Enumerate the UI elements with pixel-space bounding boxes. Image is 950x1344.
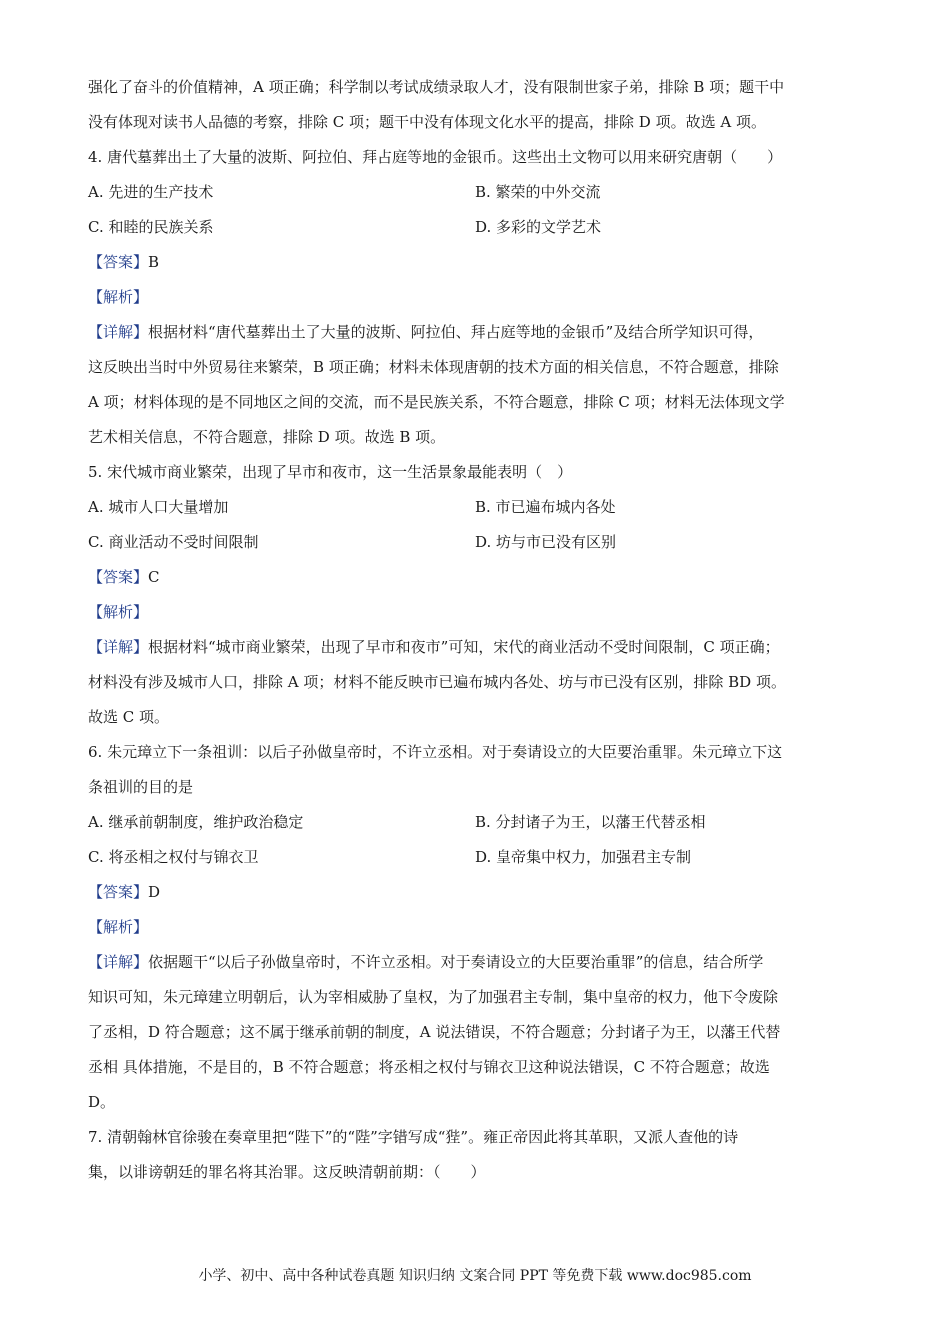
option-d: D. 皇帝集中权力，加强君主专制	[475, 848, 692, 866]
detail-tag: 【详解】	[88, 953, 149, 971]
option-d: D. 多彩的文学艺术	[475, 218, 602, 236]
detail-tag: 【详解】	[88, 323, 149, 341]
question-stem: 集，以诽谤朝廷的罪名将其治罪。这反映清朝前期：（ ）	[88, 1163, 486, 1181]
question-5	[88, 455, 863, 735]
answer-line	[88, 245, 863, 280]
option-b: B. 市已遍布城内各处	[475, 498, 616, 516]
answer-value: B	[148, 253, 160, 271]
detail-tag: 【详解】	[88, 638, 149, 656]
option-c: C. 商业活动不受时间限制	[88, 533, 259, 551]
detail-text: 根据材料“唐代墓葬出土了大量的波斯、阿拉伯、拜占庭等地的金银币”及结合所学知识可得，	[148, 323, 764, 341]
analysis-line	[88, 595, 863, 630]
analysis-text-line: 没有体现对读书人品德的考察，排除 C 项；题干中没有体现文化水平的提高，排除 D 项。故选 A 项。	[88, 113, 766, 131]
question-stem: 6. 朱元璋立下一条祖训：以后子孙做皇帝时，不许立丞相。对于奏请设立的大臣要治重罪。朱元璋立下这	[88, 743, 783, 761]
option-c: C. 和睦的民族关系	[88, 218, 214, 236]
analysis-tag: 【解析】	[88, 603, 149, 621]
option-row	[88, 840, 863, 875]
analysis-line	[88, 280, 863, 315]
option-row	[88, 525, 863, 560]
detail-text-line: 艺术相关信息，不符合题意，排除 D 项。故选 B 项。	[88, 428, 446, 446]
detail-text-line: A 项；材料体现的是不同地区之间的交流，而不是民族关系，不符合题意，排除 C 项；材料无法体现文学	[88, 393, 785, 411]
question-stem: 4. 唐代墓葬出土了大量的波斯、阿拉伯、拜占庭等地的金银币。这些出土文物可以用来研究唐朝（ ）	[88, 148, 783, 166]
detail-text: 根据材料“城市商业繁荣，出现了早市和夜市”可知，宋代的商业活动不受时间限制，C 项正确；	[148, 638, 780, 656]
answer-value: C	[148, 568, 160, 586]
option-row	[88, 210, 863, 245]
detail-line	[88, 315, 863, 350]
option-a: A. 城市人口大量增加	[88, 498, 229, 516]
answer-line	[88, 560, 863, 595]
analysis-tag: 【解析】	[88, 918, 149, 936]
option-a: A. 先进的生产技术	[88, 183, 214, 201]
answer-line	[88, 875, 863, 910]
detail-text-line: 了丞相，D 符合题意；这不属于继承前朝的制度，A 说法错误，不符合题意；分封诸子为王，以藩王代替	[88, 1023, 781, 1041]
analysis-line	[88, 910, 863, 945]
detail-text-line: 故选 C 项。	[88, 708, 170, 726]
question-stem: 条祖训的目的是	[88, 778, 194, 796]
option-row	[88, 490, 863, 525]
question-7	[88, 1120, 863, 1190]
option-b: B. 分封诸子为王，以藩王代替丞相	[475, 813, 706, 831]
question-stem: 5. 宋代城市商业繁荣，出现了早市和夜市，这一生活景象最能表明（ ）	[88, 463, 573, 481]
footer-text: 小学、初中、高中各种试卷真题 知识归纳 文案合同 PPT 等免费下载 www.doc985.com	[198, 1268, 752, 1284]
option-a: A. 继承前朝制度，维护政治稳定	[88, 813, 304, 831]
detail-text-line: 材料没有涉及城市人口，排除 A 项；材料不能反映市已遍布城内各处、坊与市已没有区别，排除 BD 项。	[88, 673, 786, 691]
detail-text-line: 这反映出当时中外贸易往来繁荣，B 项正确；材料未体现唐朝的技术方面的相关信息，不符合题意，排除	[88, 358, 779, 376]
detail-line	[88, 630, 863, 665]
option-b: B. 繁荣的中外交流	[475, 183, 601, 201]
analysis-tag: 【解析】	[88, 288, 149, 306]
detail-text-line: 知识可知，朱元璋建立明朝后，认为宰相威胁了皇权，为了加强君主专制，集中皇帝的权力，他下令废除	[88, 988, 779, 1006]
option-row	[88, 175, 863, 210]
question-4	[88, 140, 863, 455]
document-page	[88, 70, 863, 1190]
option-c: C. 将丞相之权付与锦衣卫	[88, 848, 259, 866]
detail-text: 依据题干“以后子孙做皇帝时，不许立丞相。对于奏请设立的大臣要治重罪”的信息，结合所学	[148, 953, 764, 971]
analysis-text-line: 强化了奋斗的价值精神，A 项正确；科学制以考试成绩录取人才，没有限制世家子弟，排除 B 项；题干中	[88, 78, 785, 96]
answer-tag: 【答案】	[88, 883, 149, 901]
question-6	[88, 735, 863, 1120]
detail-text-line: 丞相 具体措施，不是目的，B 不符合题意；将丞相之权付与锦衣卫这种说法错误，C 不符合题意；故选	[88, 1058, 770, 1076]
answer-tag: 【答案】	[88, 253, 149, 271]
detail-text-line: D。	[88, 1093, 116, 1111]
answer-value: D	[148, 883, 161, 901]
option-d: D. 坊与市已没有区别	[475, 533, 617, 551]
question-stem: 7. 清朝翰林官徐骏在奏章里把“陛下”的“陛”字错写成“狴”。雍正帝因此将其革职，又派人查他的诗	[88, 1128, 739, 1146]
detail-line	[88, 945, 863, 980]
answer-tag: 【答案】	[88, 568, 149, 586]
option-row	[88, 805, 863, 840]
